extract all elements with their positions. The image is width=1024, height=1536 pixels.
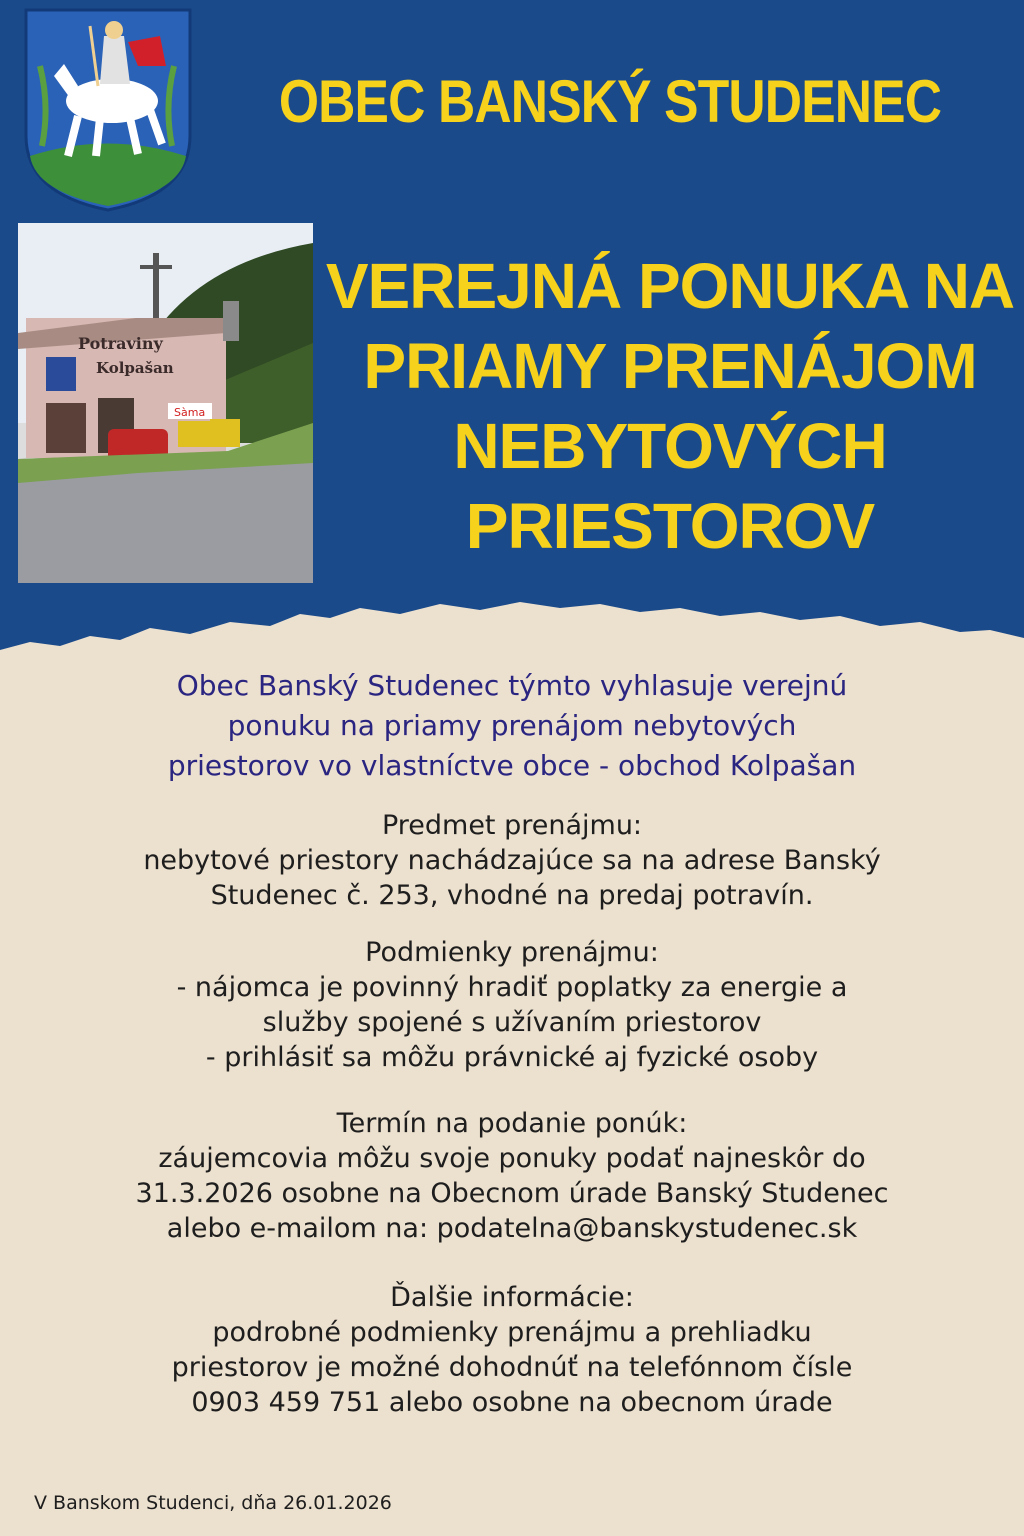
section-line: služby spojené s užívaním priestorov (262, 1007, 762, 1038)
section-heading: Podmienky prenájmu: (365, 937, 659, 968)
section-heading: Ďalšie informácie: (390, 1282, 634, 1313)
headline-line: NEBYTOVÝCH (453, 410, 887, 482)
section-deadline (40, 1106, 984, 1246)
intro-line: Obec Banský Studenec týmto vyhlasuje verejnú (176, 669, 848, 702)
offer-headline (320, 246, 1020, 566)
section-heading: Predmet prenájmu: (381, 810, 643, 841)
headline-line: VEREJNÁ PONUKA NA (325, 250, 1015, 322)
coat-of-arms-icon (20, 6, 196, 212)
section-line: Studenec č. 253, vhodné na predaj potravín. (210, 880, 814, 911)
section-more-info (40, 1280, 984, 1420)
section-line: podrobné podmienky prenájmu a prehliadku (212, 1317, 812, 1348)
section-line: záujemcovia môžu svoje ponuky podať najneskôr do (158, 1143, 866, 1174)
section-line: 31.3.2026 osobne na Obecnom úrade Banský Studenec (135, 1178, 889, 1209)
section-line: - nájomca je povinný hradiť poplatky za energie a (176, 972, 848, 1003)
section-line: nebytové priestory nachádzajúce sa na adrese Banský (143, 845, 881, 876)
intro-line: priestorov vo vlastníctve obce - obchod Kolpašan (167, 749, 857, 782)
shop-photo (18, 223, 313, 583)
shop-sign-line1: Potraviny (78, 334, 163, 353)
section-heading: Termín na podanie ponúk: (336, 1108, 688, 1139)
headline-line: PRIESTOROV (465, 490, 875, 562)
intro-paragraph (40, 666, 984, 786)
headline-line: PRIAMY PRENÁJOM (363, 330, 977, 402)
section-conditions (40, 935, 984, 1075)
store-sign: Sàma (174, 406, 206, 419)
section-subject (40, 808, 984, 913)
section-line: 0903 459 751 alebo osobne na obecnom úrade (191, 1387, 833, 1418)
municipality-title: OBEC BANSKÝ STUDENEC (278, 68, 942, 135)
section-line: alebo e-mailom na: podatelna@banskystudenec.sk (166, 1213, 858, 1244)
section-line: - prihlásiť sa môžu právnické aj fyzické osoby (205, 1042, 819, 1073)
shop-sign-line2: Kolpašan (96, 359, 174, 377)
torn-paper-edge (0, 600, 1024, 670)
intro-line: ponuku na priamy prenájom nebytových (227, 709, 797, 742)
section-line: priestorov je možné dohodnúť na telefónnom čísle (171, 1352, 853, 1383)
date-footer: V Banskom Studenci, dňa 26.01.2026 (34, 1492, 392, 1514)
